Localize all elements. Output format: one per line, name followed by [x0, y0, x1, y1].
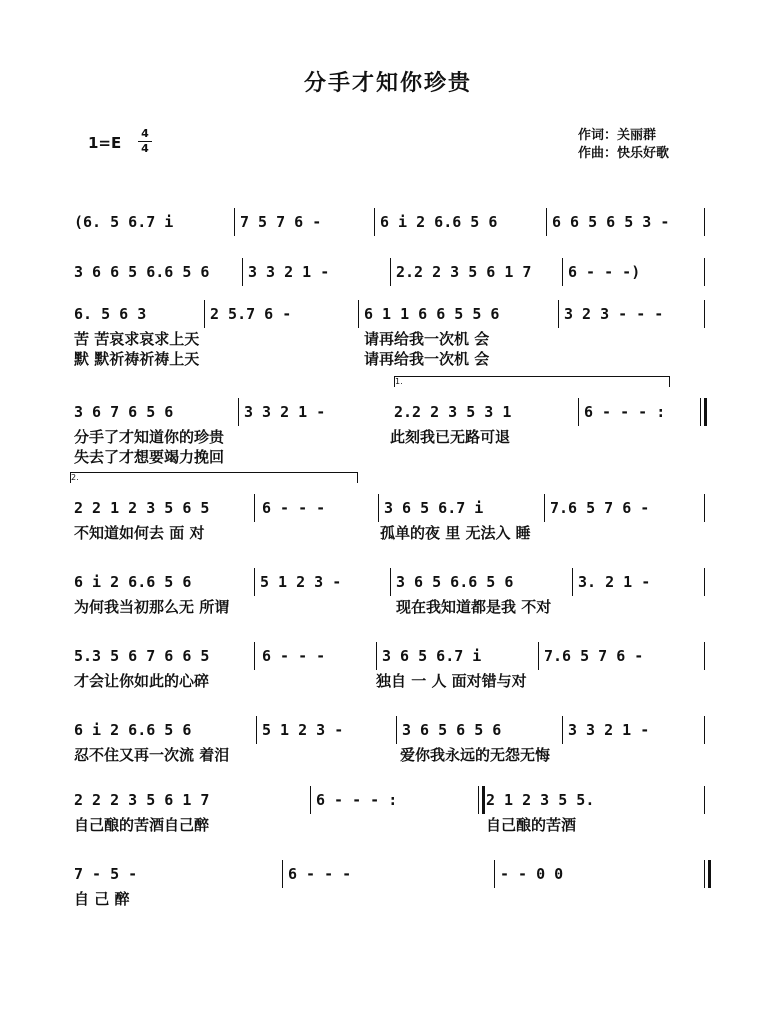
score-row	[71, 473, 714, 542]
barline	[282, 860, 283, 888]
measure-notes: 2 2 1 2 3 5 6 5	[74, 499, 210, 517]
measure-notes: 6 - - - :	[584, 403, 666, 421]
lyric-text: 自 己 醉	[74, 890, 130, 908]
barline	[562, 716, 563, 744]
lyrics-line	[74, 670, 714, 690]
double-barline	[704, 860, 711, 888]
lyric-text: 忍不住又再一次流 着泪	[74, 746, 230, 764]
time-signature	[138, 128, 152, 155]
measure-notes: 3 6 5 6.7 i	[382, 647, 482, 665]
lyrics-line	[74, 744, 714, 764]
barline	[578, 398, 579, 426]
score-row	[74, 258, 714, 286]
notes-line	[74, 568, 714, 596]
score-row	[74, 860, 714, 908]
measure-notes: 6 6 5 6 5 3 -	[552, 213, 670, 231]
measure-notes: 3 3 2 1 -	[244, 403, 326, 421]
lyrics-line	[74, 328, 714, 348]
lyric-text: 为何我当初那么无 所谓	[74, 598, 230, 616]
measure-notes: 7.6 5 7 6 -	[550, 499, 650, 517]
barline	[254, 642, 255, 670]
barline	[704, 716, 705, 744]
notes-line	[74, 860, 714, 888]
notes-line	[74, 258, 714, 286]
measure-notes: 3 6 6 5 6.6 5 6	[74, 263, 210, 281]
lyric-text: 请再给我一次机 会	[364, 330, 490, 348]
measure-notes: 2 1 2 3 5 5.	[486, 791, 595, 809]
score-row	[74, 642, 714, 690]
measure-notes: 5 1 2 3 -	[260, 573, 342, 591]
measure-notes: 3. 2 1 -	[578, 573, 651, 591]
measure-notes: 7.6 5 7 6 -	[544, 647, 644, 665]
measure-notes: 6 - - -	[262, 499, 326, 517]
song-title: 分手才知你珍贵	[303, 71, 472, 96]
barline	[254, 568, 255, 596]
measure-notes: 6 - - -	[262, 647, 326, 665]
notes-line	[74, 300, 714, 328]
barline	[242, 258, 243, 286]
measure-notes: 3 3 2 1 -	[568, 721, 650, 739]
barline	[256, 716, 257, 744]
measure-notes: 3 2 3 - - -	[564, 305, 664, 323]
barline	[704, 642, 705, 670]
score-row	[74, 568, 714, 616]
barline	[704, 258, 705, 286]
lyrics-line-2	[74, 348, 714, 368]
score-row	[74, 786, 714, 834]
lyricist-credit: 作词：关丽群	[578, 128, 657, 143]
barline	[204, 300, 205, 328]
measure-notes: - - 0 0	[500, 865, 564, 883]
measure-notes: 2.2 2 3 5 6 1 7	[396, 263, 532, 281]
lyric-text: 爱你我永远的无怨无悔	[400, 746, 551, 764]
measure-notes: 3 6 5 6.7 i	[384, 499, 484, 517]
lyric-text: 苦 苦哀求哀求上天	[74, 330, 200, 348]
barline	[358, 300, 359, 328]
measure-notes: 3 6 5 6 5 6	[402, 721, 502, 739]
barline	[234, 208, 235, 236]
notes-line	[74, 786, 714, 814]
lyrics-line-2	[74, 446, 714, 466]
measure-notes: 6. 5 6 3	[74, 305, 147, 323]
score-row	[74, 377, 714, 466]
lyrics-line	[74, 426, 714, 446]
barline	[538, 642, 539, 670]
lyric-text: 此刻我已无路可退	[390, 428, 511, 446]
volta-bracket: 2.	[70, 472, 358, 483]
volta-bracket: 1.	[394, 376, 670, 387]
barline	[546, 208, 547, 236]
notes-line	[74, 494, 714, 522]
double-barline	[478, 786, 485, 814]
notes-line	[74, 716, 714, 744]
barline	[396, 716, 397, 744]
measure-notes: 6 - - -)	[568, 263, 641, 281]
barline	[562, 258, 563, 286]
measure-notes: 3 3 2 1 -	[248, 263, 330, 281]
lyric-text: 分手了才知道你的珍贵	[74, 428, 225, 446]
meter-bottom: 4	[141, 142, 149, 155]
measure-notes: 3 6 7 6 5 6	[74, 403, 174, 421]
measure-notes: 7 5 7 6 -	[240, 213, 322, 231]
measure-notes: 6 - - -	[288, 865, 352, 883]
key-signature: 1=E	[88, 134, 122, 152]
barline	[390, 258, 391, 286]
double-barline	[700, 398, 707, 426]
lyric-text: 孤单的夜 里 无法入 睡	[380, 524, 531, 542]
meter-top: 4	[141, 127, 149, 140]
barline	[378, 494, 379, 522]
lyric-text: 自己酿的苦酒自己醉	[74, 816, 210, 834]
barline	[704, 300, 705, 328]
barline	[704, 568, 705, 596]
barline	[558, 300, 559, 328]
composer-credit: 作曲：快乐好歌	[578, 146, 670, 161]
barline	[390, 568, 391, 596]
score-row	[74, 208, 714, 236]
measure-notes: 6 - - - :	[316, 791, 398, 809]
measure-notes: 6 i 2 6.6 5 6	[380, 213, 498, 231]
notes-line	[74, 398, 714, 426]
lyric-text: 独自 一 人 面对错与对	[376, 672, 527, 690]
barline	[704, 208, 705, 236]
lyric-text: 自己酿的苦酒	[486, 816, 577, 834]
barline	[704, 786, 705, 814]
measure-notes: 2 5.7 6 -	[210, 305, 292, 323]
score-row	[74, 716, 714, 764]
lyrics-line	[74, 596, 714, 616]
barline	[374, 208, 375, 236]
lyric-text: 请再给我一次机 会	[364, 350, 490, 368]
measure-notes: 6 1 1 6 6 5 5 6	[364, 305, 500, 323]
barline	[572, 568, 573, 596]
barline	[544, 494, 545, 522]
barline	[704, 494, 705, 522]
lyric-text: 不知道如何去 面 对	[74, 524, 205, 542]
lyric-text: 失去了才想要竭力挽回	[74, 448, 225, 466]
barline	[376, 642, 377, 670]
measure-notes: 6 i 2 6.6 5 6	[74, 573, 192, 591]
barline	[238, 398, 239, 426]
measure-notes: 2 2 2 3 5 6 1 7	[74, 791, 210, 809]
lyrics-line	[74, 888, 714, 908]
barline	[310, 786, 311, 814]
lyrics-line	[74, 522, 714, 542]
lyric-text: 才会让你如此的心碎	[74, 672, 210, 690]
score-row	[74, 300, 714, 368]
measure-notes: 5 1 2 3 -	[262, 721, 344, 739]
barline	[254, 494, 255, 522]
lyric-text: 默 默祈祷祈祷上天	[74, 350, 200, 368]
notes-line	[74, 642, 714, 670]
barline	[494, 860, 495, 888]
lyrics-line	[74, 814, 714, 834]
lyric-text: 现在我知道都是我 不对	[396, 598, 552, 616]
measure-notes: 3 6 5 6.6 5 6	[396, 573, 514, 591]
measure-notes: 2.2 2 3 5 3 1	[394, 403, 512, 421]
measure-notes: (6. 5 6.7 i	[74, 213, 174, 231]
notes-line	[74, 208, 714, 236]
measure-notes: 5.3 5 6 7 6 6 5	[74, 647, 210, 665]
measure-notes: 6 i 2 6.6 5 6	[74, 721, 192, 739]
measure-notes: 7 - 5 -	[74, 865, 138, 883]
